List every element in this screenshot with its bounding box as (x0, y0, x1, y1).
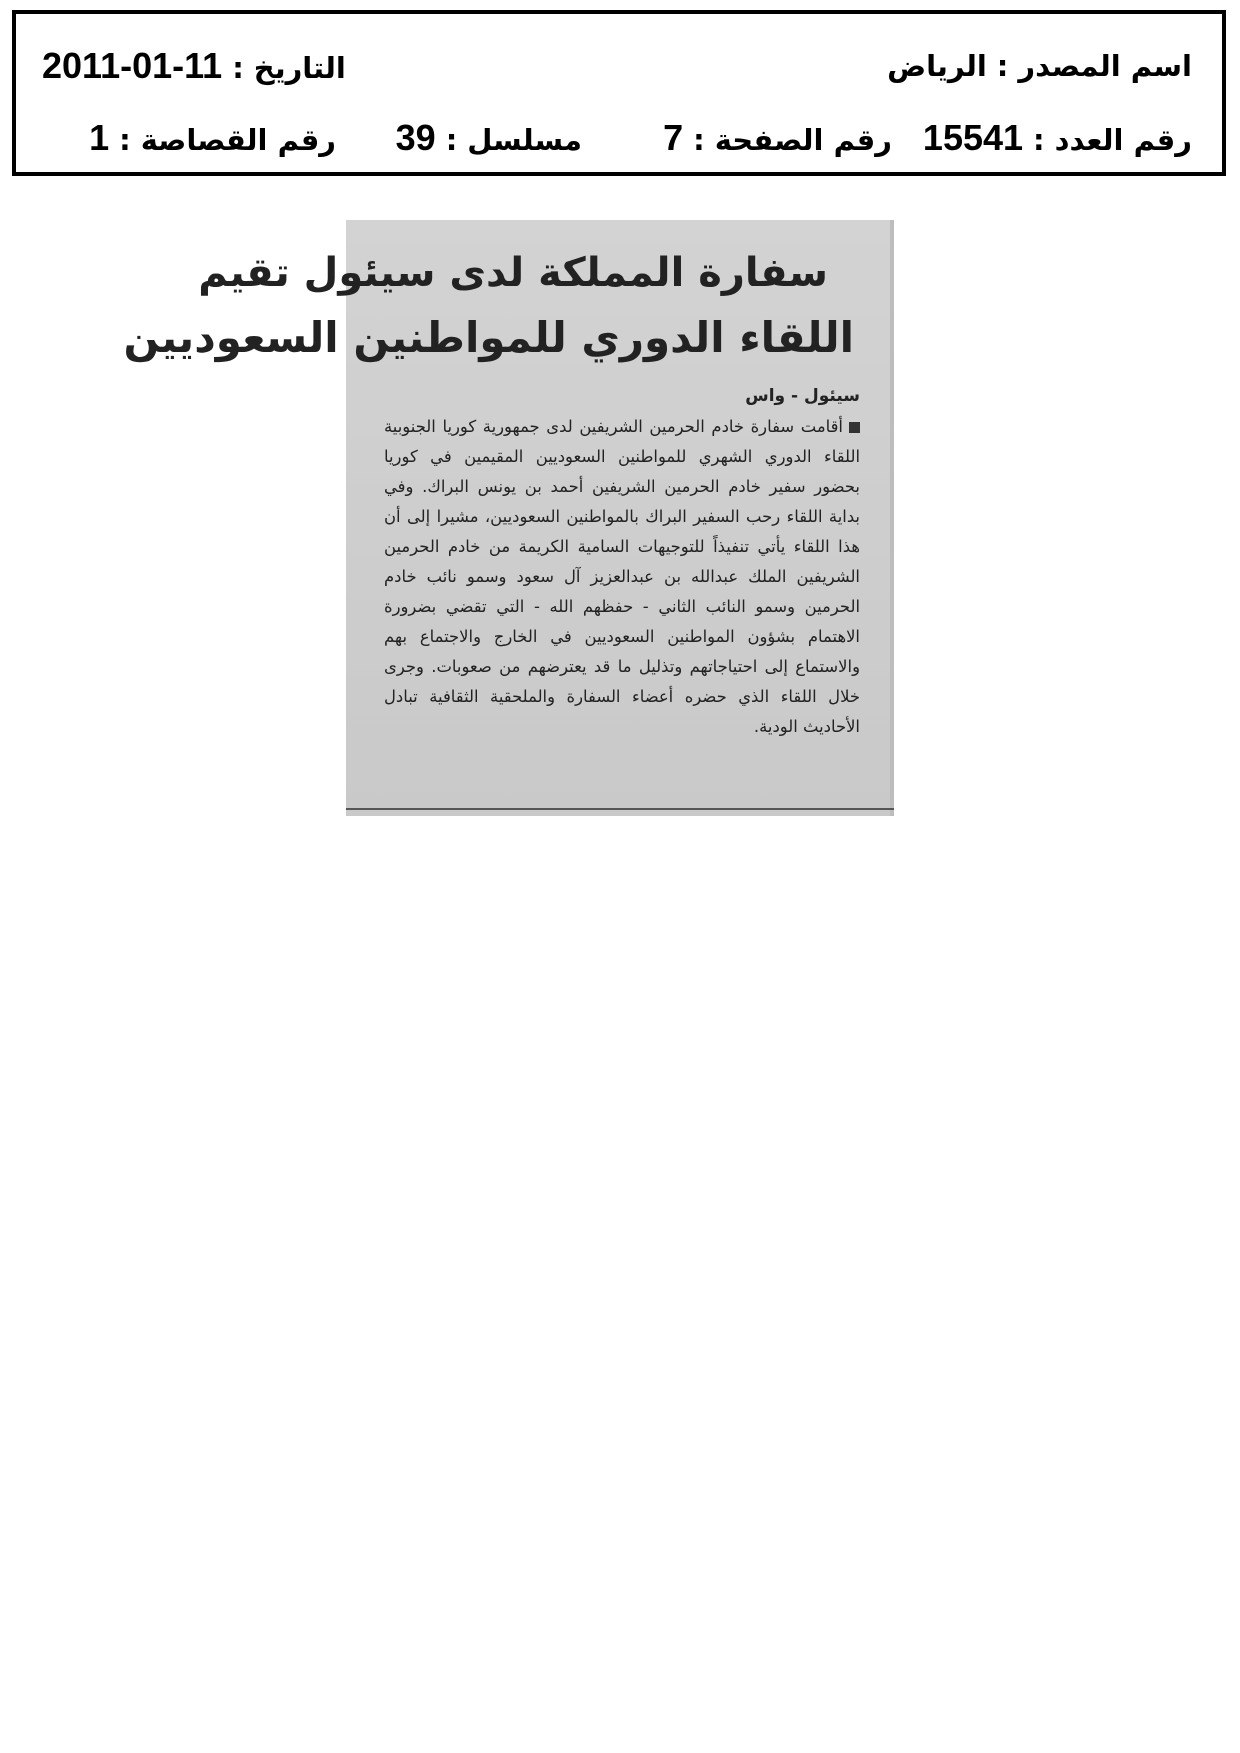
date-value: 2011-01-11 (42, 45, 223, 86)
bottom-divider (346, 808, 894, 810)
source-value: الرياض (887, 49, 987, 83)
clip-number-field (89, 118, 336, 160)
article-body-text: أقامت سفارة خادم الحرمين الشريفين لدى جمهورية كوريا الجنوبية اللقاء الدوري الشهري للمواطنين السعوديين المقيمين في كوريا بحضور سفير خادم الحرمين الشريفين أحمد بن يونس البراك. وفي بداية اللقاء رحب السفير البراك بالمواطنين السعوديين، مشيرا إلى أن هذا اللقاء يأتي تنفيذاً للتوجيهات السامية الكريمة من خادم الحرمين الشريفين الملك عبدالله بن عبدالعزيز آل سعود وسمو نائب خادم الحرمين وسمو النائب الثاني - حفظهم الله - التي تقضي بضرورة الاهتمام بشؤون المواطنين السعوديين في الخارج والاجتماع بهم والاستماع إلى احتياجاتهم وتذليل ما قد يعترضهم من صعوبات. وجرى خلال اللقاء الذي حضره أعضاء السفارة والملحقية الثقافية تبادل الأحاديث الودية. (384, 417, 860, 736)
clip-value: 1 (89, 117, 110, 158)
source-label: اسم المصدر (1018, 49, 1192, 83)
page-value: 7 (663, 117, 684, 158)
headline-line-2: اللقاء الدوري للمواطنين السعوديين (123, 313, 854, 362)
article-body (384, 412, 860, 742)
issue-value: 15541 (922, 117, 1024, 158)
clip-label: رقم القصاصة (140, 123, 336, 157)
separator: : (445, 123, 458, 157)
serial-label: مسلسل (467, 123, 582, 157)
page-number-field (663, 118, 892, 160)
headline-line-1: سفارة المملكة لدى سيئول تقيم (198, 250, 828, 296)
separator: : (693, 123, 705, 157)
date-field (42, 46, 346, 88)
article-dateline: سيئول - واس (745, 386, 860, 406)
date-label: التاريخ (253, 51, 346, 85)
separator: : (232, 51, 244, 85)
newspaper-clipping (123, 220, 894, 816)
separator: : (1033, 123, 1045, 157)
source-field (887, 46, 1192, 86)
issue-label: رقم العدد (1054, 123, 1192, 157)
serial-value: 39 (395, 117, 436, 158)
page-label: رقم الصفحة (714, 123, 892, 157)
clipping-edge (890, 220, 894, 816)
clipping-metadata-box (12, 10, 1226, 176)
issue-number-field (923, 118, 1192, 160)
serial-field (396, 118, 582, 160)
bullet-square-icon (849, 422, 860, 433)
separator: : (996, 49, 1009, 83)
separator: : (119, 123, 131, 157)
